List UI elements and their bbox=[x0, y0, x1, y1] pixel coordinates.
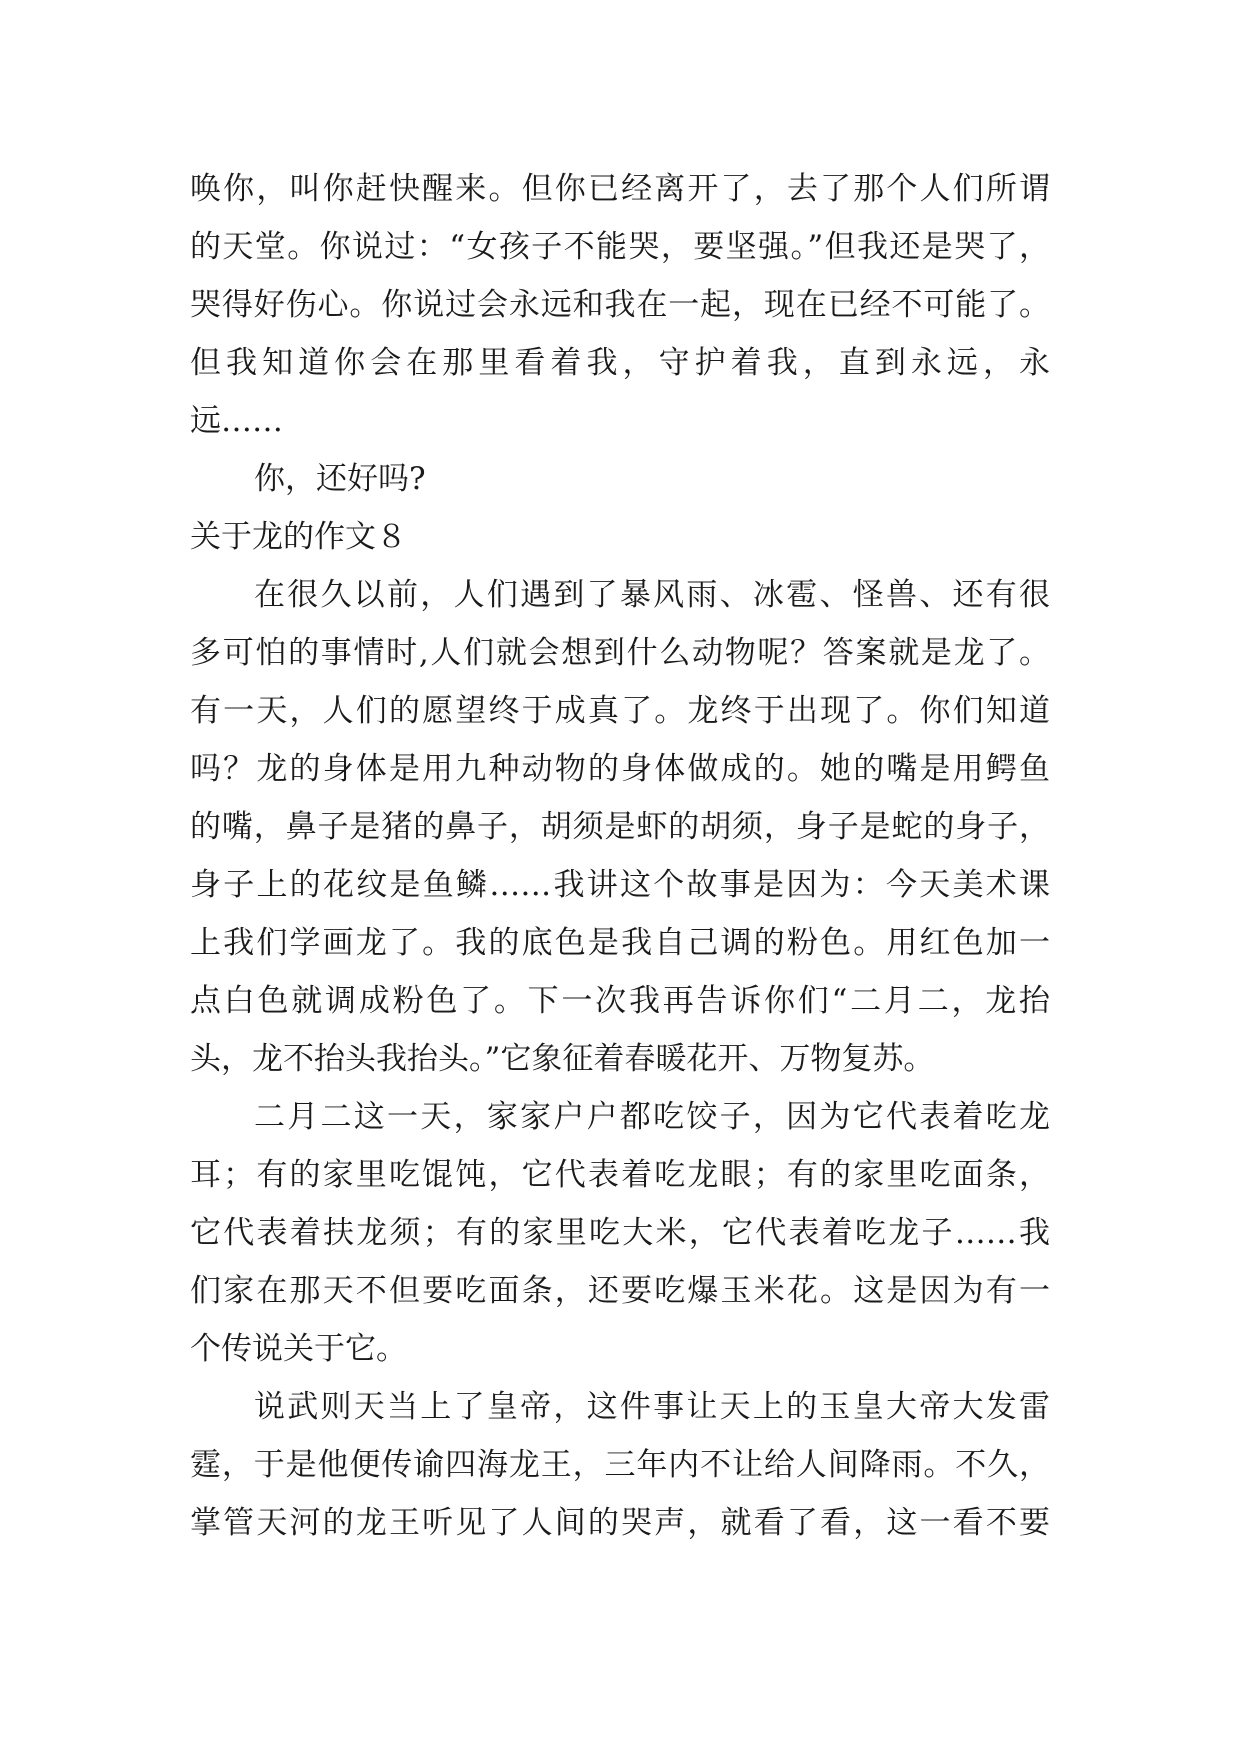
text-line: 个传说关于它。 bbox=[190, 1331, 407, 1367]
text-line: 二月二这一天，家家户户都吃饺子，因为它代表着吃龙 bbox=[254, 1099, 1050, 1135]
paragraph bbox=[190, 450, 1050, 508]
text-line: 说武则天当上了皇帝，这件事让天上的玉皇大帝大发雷 bbox=[254, 1389, 1050, 1425]
text-line: 但我知道你会在那里看着我，守护着我，直到永远，永 bbox=[190, 345, 1050, 381]
text-line: 你，还好吗? bbox=[254, 461, 426, 497]
text-line: 哭得好伤心。你说过会永远和我在一起，现在已经不可能了。 bbox=[190, 287, 1050, 323]
text-line: 掌管天河的龙王听见了人间的哭声，就看了看，这一看不要 bbox=[190, 1505, 1050, 1541]
paragraph bbox=[190, 1088, 1050, 1378]
text-line: 上我们学画龙了。我的底色是我自己调的粉色。用红色加一 bbox=[190, 925, 1050, 961]
section-heading: 关于龙的作文８ bbox=[190, 519, 407, 555]
text-line: 耳；有的家里吃馄饨，它代表着吃龙眼；有的家里吃面条， bbox=[190, 1157, 1050, 1193]
paragraph bbox=[190, 1378, 1050, 1552]
text-line: 头，龙不抬头我抬头。”它象征着春暖花开、万物复苏。 bbox=[190, 1041, 935, 1077]
text-line: 的嘴，鼻子是猪的鼻子，胡须是虾的胡须，身子是蛇的身子， bbox=[190, 809, 1050, 845]
text-line: 吗？龙的身体是用九种动物的身体做成的。她的嘴是用鳄鱼 bbox=[190, 751, 1050, 787]
text-line: 身子上的花纹是鱼鳞……我讲这个故事是因为：今天美术课 bbox=[190, 867, 1050, 903]
text-line: 它代表着扶龙须；有的家里吃大米，它代表着吃龙子……我 bbox=[190, 1215, 1050, 1251]
text-line: 唤你，叫你赶快醒来。但你已经离开了，去了那个人们所谓 bbox=[190, 171, 1050, 207]
document-body bbox=[190, 160, 1050, 1552]
paragraph bbox=[190, 160, 1050, 450]
text-line: 有一天，人们的愿望终于成真了。龙终于出现了。你们知道 bbox=[190, 693, 1050, 729]
text-line: 的天堂。你说过：“女孩子不能哭，要坚强。”但我还是哭了， bbox=[190, 229, 1050, 265]
text-line: 点白色就调成粉色了。下一次我再告诉你们“二月二，龙抬 bbox=[190, 983, 1050, 1019]
text-line: 在很久以前，人们遇到了暴风雨、冰雹、怪兽、还有很 bbox=[254, 577, 1050, 613]
text-line: 霆，于是他便传谕四海龙王，三年内不让给人间降雨。不久， bbox=[190, 1447, 1050, 1483]
text-line: 多可怕的事情时,人们就会想到什么动物呢？答案就是龙了。 bbox=[190, 635, 1050, 671]
paragraph bbox=[190, 566, 1050, 1088]
text-line: 们家在那天不但要吃面条，还要吃爆玉米花。这是因为有一 bbox=[190, 1273, 1050, 1309]
text-line: 远…… bbox=[190, 403, 283, 439]
